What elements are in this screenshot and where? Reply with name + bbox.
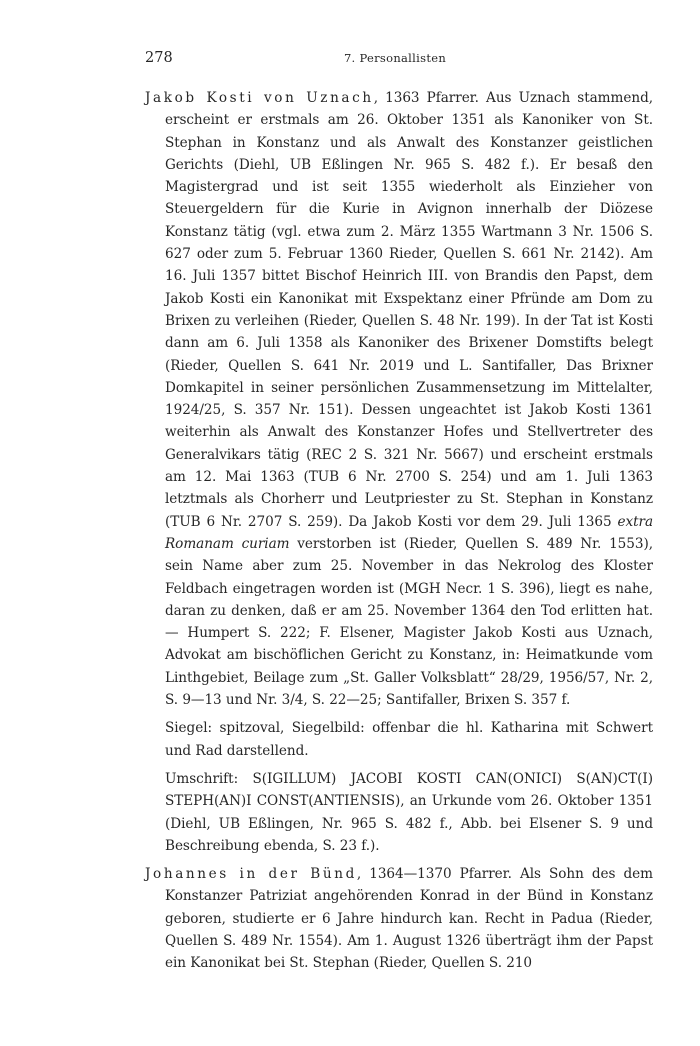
entry-text: , 1363 Pfarrer. Aus Uznach stammend, erscheint er erstmals am 26. Oktober 1351 als Kanoniker von St. Stephan in Konstanz und als Anwalt des Konstanzer geistlichen Gerichts (Diehl, UB Eßlingen Nr. 965 S. 482 f.). Er besaß den Magistergrad und ist seit 1355 wiederholt als Einzieher von Steuergeldern für die Kurie in Avignon innerhalb der Diözese Konstanz tätig (vgl. etwa zum 2. März 1355 Wartmann 3 Nr. 1506 S. 627 oder zum 5. Februar 1360 Rieder, Quellen S. 661 Nr. 2142). Am 16. Juli 1357 bittet Bischof Heinrich III. von Brandis den Papst, dem Jakob Kosti ein Kanonikat mit Exspektanz einer Pfründe am Dom zu Brixen zu verleihen (Rieder, Quellen S. 48 Nr. 199). In der Tat ist Kosti dann am 6. Juli 1358 als Kanoniker des Brixener Domstifts belegt (Rieder, Quellen S. 641 Nr. 2019 und L. Santifaller, Das Brixner Domkapitel in seiner persönlichen Zusammensetzung im Mittelalter, 1924/25, S. 357 Nr. 151). Dessen ungeachtet ist Jakob Kosti 1361 weiterhin als Anwalt des Konstanzer Hofes und Stellvertreter des Generalvikars tätig (REC 2 S. 321 Nr. 5667) und erscheint erstmals am 12. Mai 1363 (TUB 6 Nr. 2700 S. 254) und am 1. Juli 1363 letztmals als Chorherr und Leutpriester zu St. Stephan in Konstanz (TUB 6 Nr. 2707 S. 259). Da Jakob Kosti vor dem 29. Juli 1365 (165, 90, 653, 530)
seal-inscription: Umschrift: S(IGILLUM) JACOBI KOSTI CAN(ONICI) S(AN)CT(I) STEPH(AN)I CONST(ANTIENSIS), an Urkunde vom 26. Oktober 1351 (Diehl, UB Eßlingen, Nr. 965 S. 482 f., Abb. bei Elsener S. 9 und Beschreibung ebenda, S. 23 f.). (165, 770, 653, 854)
entry-name: Johannes in der Bünd (145, 866, 357, 883)
entry-name: Jakob Kosti von Uznach (145, 90, 374, 106)
page-number: 278 (145, 50, 173, 66)
page-header (145, 50, 645, 74)
entry-jakob-kosti (145, 87, 653, 711)
running-head: 7. Personallisten (343, 51, 447, 65)
page-body (145, 87, 653, 975)
entry-text-italic: extra Romanam curiam (165, 513, 653, 552)
entry-text-continued: verstorben ist (Rieder, Quellen S. 489 Nr. 1553), sein Name aber zum 25. November in das Nekrolog des Kloster Feldbach eingetragen worden ist (MGH Necr. 1 S. 396), liegt es nahe, daran zu denken, daß er am 25. November 1364 den Tod erlitten hat. — Humpert S. 222; F. Elsener, Magister Jakob Kosti aus Uznach, Advokat am bischöflichen Gericht zu Konstanz, in: Heimatkunde vom Linthgebiet, Beilage zum „St. Galler Volksblatt“ 28/29, 1956/57, Nr. 2, S. 9—13 und Nr. 3/4, S. 22—25; Santifaller, Brixen S. 357 f. (165, 535, 653, 709)
entry-johannes-in-der-buend (145, 863, 653, 974)
entry-text: , 1364—1370 Pfarrer. Als Sohn des dem Konstanzer Patriziat angehörenden Konrad in der Bünd in Konstanz geboren, studierte er 6 Jahre hindurch kan. Recht in Padua (Rieder, Quellen S. 489 Nr. 1554). Am 1. August 1326 überträgt ihm der Papst ein Kanonikat bei St. Stephan (Rieder, Quellen S. 210 (165, 866, 653, 972)
seal-description: Siegel: spitzoval, Siegelbild: offenbar die hl. Katharina mit Schwert und Rad darstellend. (165, 720, 653, 759)
